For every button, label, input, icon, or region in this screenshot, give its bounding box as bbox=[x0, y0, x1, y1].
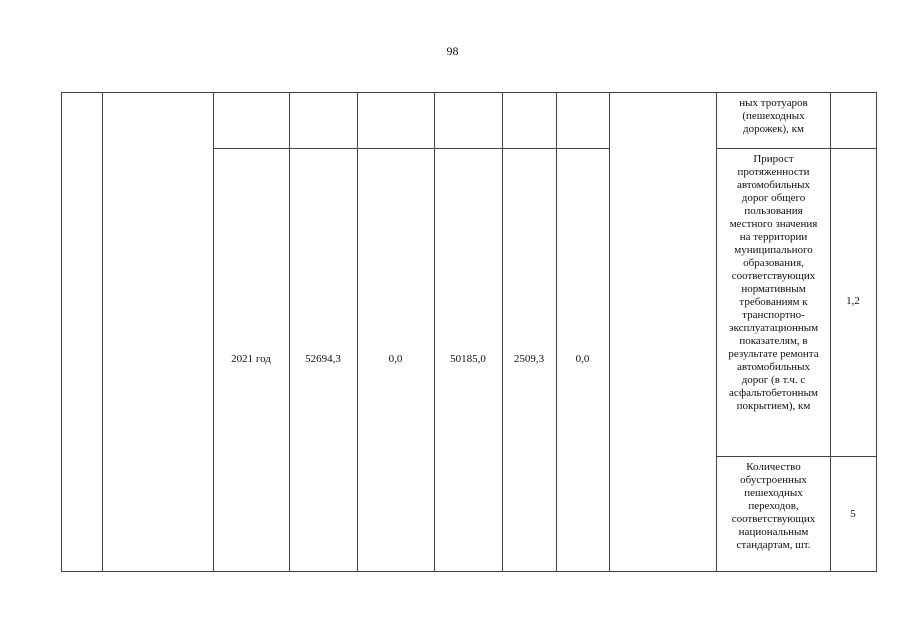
indicator-text-crossings: Количество обустроенных пешеходных переходов, соответствующих национальным стандартам, шт. bbox=[731, 461, 816, 551]
table-column-divider bbox=[102, 92, 103, 572]
table-row-divider bbox=[213, 148, 610, 149]
table-column-divider bbox=[357, 92, 358, 572]
value-cell-d: 0,0 bbox=[575, 353, 590, 365]
table-column-divider bbox=[502, 92, 503, 572]
table-border-right bbox=[876, 92, 877, 572]
table-column-divider bbox=[830, 92, 831, 572]
year-cell: 2021 год bbox=[231, 353, 271, 365]
total-cell: 52694,3 bbox=[305, 353, 341, 365]
value-cell-a: 0,0 bbox=[388, 353, 403, 365]
table-row-divider bbox=[716, 148, 877, 149]
table-border-left bbox=[61, 92, 62, 572]
table-column-divider bbox=[556, 92, 557, 572]
table-column-divider bbox=[434, 92, 435, 572]
value-cell-b: 50185,0 bbox=[450, 353, 486, 365]
indicator-value-road-growth: 1,2 bbox=[846, 295, 860, 307]
table-border-top bbox=[61, 92, 877, 93]
indicator-text-road-growth: Прирост протяженности автомобильных дорог общего пользования местного значения на территории муниципального образования, соответствующих нормативным требованиям к транспортно- эксплуатационным показателям, в результате ремонта автомобильных дорог (в т.ч. с асфальтобетонным покрытием), км bbox=[728, 153, 819, 412]
table-row-divider bbox=[716, 456, 877, 457]
indicator-text-sidewalks: ных тротуаров (пешеходных дорожек), км bbox=[739, 97, 808, 135]
table-column-divider bbox=[289, 92, 290, 572]
table-column-divider bbox=[609, 92, 610, 572]
indicator-value-crossings: 5 bbox=[850, 508, 856, 520]
table-border-bottom bbox=[61, 571, 877, 572]
value-cell-c: 2509,3 bbox=[513, 353, 545, 365]
table-column-divider bbox=[213, 92, 214, 572]
page-number: 98 bbox=[446, 44, 459, 58]
